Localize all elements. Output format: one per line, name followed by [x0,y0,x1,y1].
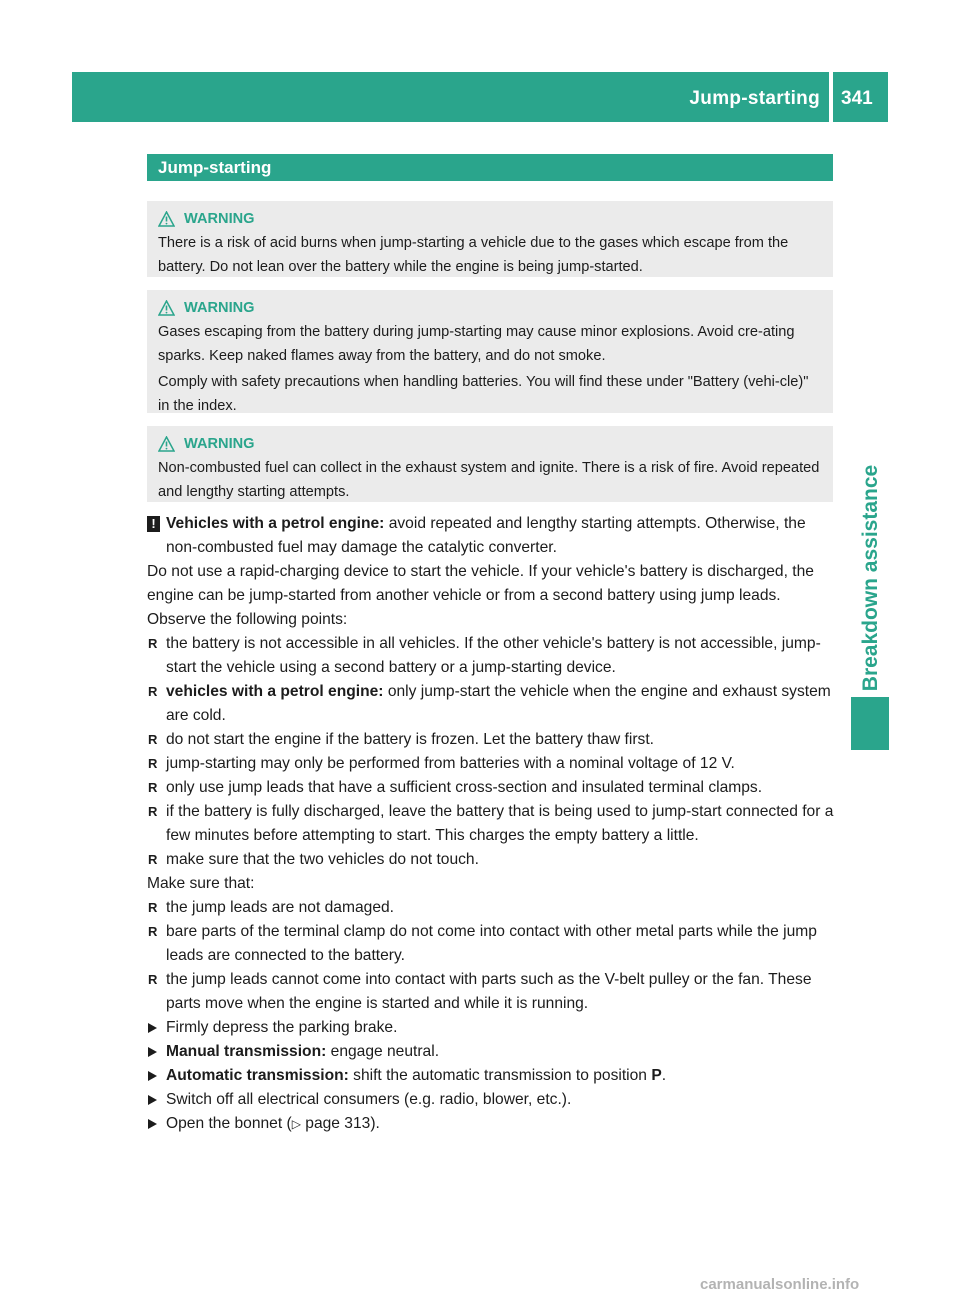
step-arrow-icon [148,1071,157,1081]
step-bold: P [651,1067,662,1084]
list-item [147,752,837,776]
step-bold: Manual transmission: [166,1043,327,1060]
page-header-title: Jump-starting [689,88,820,109]
list-item-text: jump-starting may only be performed from batteries with a nominal voltage of 12 V. [166,755,735,772]
intro-paragraph: Do not use a rapid-charging device to start the vehicle. If your vehicle's battery is discharged, the engine can be jump-started from another vehicle or from a second battery using jump leads. Observe the following points: [147,563,814,628]
list-item-text: if the battery is fully discharged, leave the battery that is being used to jump-start connected for a few minutes before attempting to start. This charges the empty battery a little. [166,803,834,844]
list-item-text: do not start the engine if the battery is frozen. Let the battery thaw first. [166,731,655,748]
chapter-tab-label: Breakdown assistance [859,464,882,692]
list-item-text: the jump leads are not damaged. [166,899,394,916]
step-arrow-icon [148,1047,157,1057]
list-item [147,728,837,752]
step-text: shift the automatic transmission to position [348,1067,652,1084]
warning-text: Comply with safety precautions when handling batteries. You will find these under "Battery (vehi-cle)" in the index. [158,374,809,414]
warning-label: WARNING [184,436,255,452]
warning-title [158,296,823,320]
section-heading: Jump-starting [147,154,833,181]
list-item [147,848,837,872]
list-item-bold: vehicles with a petrol engine: [166,683,384,700]
list-item-text: the battery is not accessible in all vehicles. If the other vehicle's battery is not accessible, jump-start the vehicle using a second battery or a jump-starting device. [166,635,821,676]
bullet-icon: R [148,780,158,795]
list-item [147,920,837,968]
chapter-tab-marker [851,697,889,750]
bullet-icon: R [148,804,158,819]
step-item [147,1040,837,1064]
page-reference-link[interactable]: page 313). [300,1115,380,1132]
warning-triangle-icon [158,300,175,316]
watermark: carmanualsonline.info [700,1276,860,1293]
list-item-text: make sure that the two vehicles do not touch. [166,851,479,868]
step-item [147,1016,837,1040]
step-arrow-icon [148,1095,157,1105]
step-item [147,1112,837,1136]
list-item [147,968,837,1016]
warning-title [158,432,823,456]
step-bold: Automatic transmission: [166,1067,349,1084]
make-sure-label: Make sure that: [147,875,255,892]
step-item [147,1064,837,1088]
list-item-text: the jump leads cannot come into contact with parts such as the V-belt pulley or the fan. These parts move when the engine is started and while it is running. [166,971,812,1012]
warning-box-3 [147,426,833,502]
bullet-icon: R [148,900,158,915]
warning-box-2 [147,290,833,413]
list-item [147,896,837,920]
step-arrow-icon [148,1023,157,1033]
step-text: Firmly depress the parking brake. [166,1019,398,1036]
header-divider [829,72,833,122]
step-text: Open the bonnet ( [166,1115,292,1132]
page-number: 341 [841,88,873,109]
list-item [147,800,837,848]
list-item [147,680,837,728]
main-content [147,512,837,1136]
warning-label: WARNING [184,211,255,227]
page-ref-arrow-icon: ▷ [291,1117,301,1131]
exclamation-icon: ! [147,516,160,532]
warning-box-1 [147,201,833,277]
warning-text: Non-combusted fuel can collect in the exhaust system and ignite. There is a risk of fire. Avoid repeated and lengthy starting attempts. [158,460,820,500]
bullet-icon: R [148,732,158,747]
bullet-icon: R [148,684,158,699]
warning-triangle-icon [158,436,175,452]
note-paragraph [147,512,837,560]
bullet-icon: R [148,924,158,939]
warning-text: There is a risk of acid burns when jump-starting a vehicle due to the gases which escape from the battery. Do not lean over the battery while the engine is being jump-started. [158,235,789,275]
bullet-icon: R [148,756,158,771]
bullet-icon: R [148,852,158,867]
bullet-icon: R [148,636,158,651]
list-item [147,632,837,680]
warning-label: WARNING [184,300,255,316]
step-text: . [661,1067,667,1084]
list-item-text: only jump-start the vehicle when the engine and exhaust system are cold. [166,683,831,724]
step-text: Switch off all electrical consumers (e.g. radio, blower, etc.). [166,1091,572,1108]
bullet-icon: R [148,972,158,987]
list-item [147,776,837,800]
warning-text: Gases escaping from the battery during jump-starting may cause minor explosions. Avoid cre-ating sparks. Keep naked flames away from the battery, and do not smoke. [158,324,795,364]
warning-title [158,207,823,231]
warning-triangle-icon [158,211,175,227]
step-text: engage neutral. [326,1043,440,1060]
list-item-text: only use jump leads that have a sufficient cross-section and insulated terminal clamps. [166,779,763,796]
list-item-text: bare parts of the terminal clamp do not come into contact with other metal parts while the jump leads are connected to the battery. [166,923,817,964]
note-bold: Vehicles with a petrol engine: [166,515,385,532]
step-item [147,1088,837,1112]
step-arrow-icon [148,1119,157,1129]
note-text: avoid repeated and lengthy starting attempts. Otherwise, the non-combusted fuel may damage the catalytic converter. [166,515,806,556]
